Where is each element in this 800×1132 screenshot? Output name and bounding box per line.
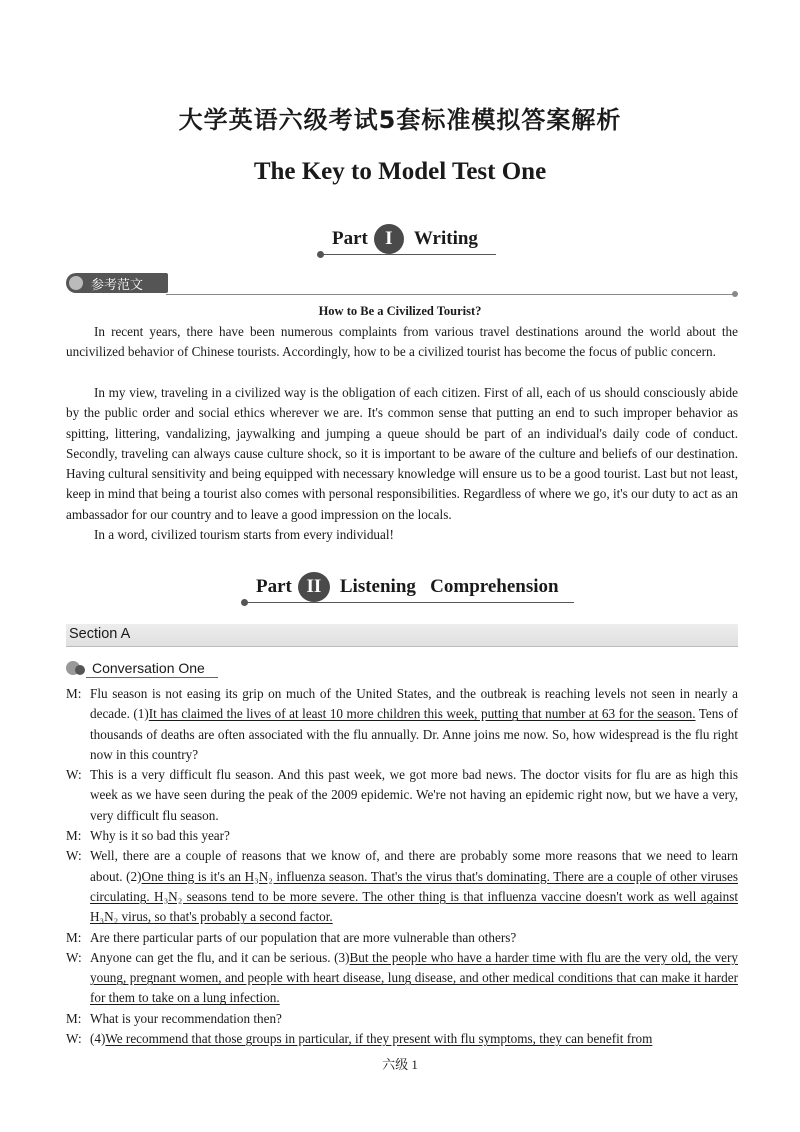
speaker-label: M:	[66, 929, 82, 945]
conversation-heading	[66, 658, 226, 678]
reference-label: 参考范文	[91, 277, 144, 293]
speaker-label: M:	[66, 686, 82, 701]
part-number-badge: II	[298, 572, 330, 602]
dialogue-text: Why is it so bad this year?	[90, 828, 230, 844]
dialogue-line	[66, 826, 738, 846]
dialogue-line	[66, 948, 738, 1009]
part-label: Part	[332, 228, 368, 249]
speaker-label: W:	[66, 1031, 82, 1047]
heading-rule	[244, 602, 574, 603]
speaker-label: W:	[66, 767, 82, 783]
dialogue-text: What is your recommendation then?	[90, 1010, 282, 1026]
reference-label-box	[66, 273, 168, 293]
bullet-inner-icon	[75, 665, 85, 675]
part-title: Writing	[413, 228, 478, 249]
dialogue-text: Are there particular parts of our population that are more vulnerable than others?	[90, 929, 517, 945]
dialogue-line	[66, 1029, 738, 1049]
dialogue	[66, 684, 738, 1049]
key-answer-text: We recommend that those groups in particular, if they present with flu symptoms, they can benefit from	[105, 1031, 653, 1047]
dialogue-line	[66, 1009, 738, 1029]
dialogue-text: (4)	[90, 1031, 106, 1047]
key-answer-text: But the people who have a harder time with flu are the very old, the very young, pregnant women, and people with heart disease, lung disease, and other medical conditions that can make it harder for them to take on a lung infection.	[90, 949, 738, 1006]
dialogue-line	[66, 684, 738, 765]
rule-end-dot	[732, 291, 738, 297]
speaker-label: M:	[66, 828, 82, 844]
speaker-label: W:	[66, 949, 82, 965]
essay-paragraph: In recent years, there have been numerous complaints from various travel destinations around the world about the uncivilized behavior of Chinese tourists. Accordingly, how to be a civilized tourist has become the focus of public concern.	[66, 324, 738, 360]
key-answer-text: It has claimed the lives of at least 10 more children this week, putting that number at 63 for the season.	[148, 706, 696, 722]
section-label: Section A	[69, 626, 131, 642]
part-two-heading	[0, 572, 800, 612]
dialogue-line	[66, 765, 738, 826]
reference-essay-bar	[66, 273, 738, 295]
dialogue-line	[66, 846, 738, 927]
conversation-rule	[86, 677, 218, 678]
part-title: Listening Comprehension	[339, 576, 559, 597]
part-one-heading	[0, 224, 800, 264]
part-number-badge: I	[374, 224, 404, 254]
essay-paragraph: In my view, traveling in a civilized way is the obligation of each citizen. First of all, each of us should consciously abide by the public order and social ethics wherever we are. It's common sense that putting an end to such improper behavior as spitting, littering, vandalizing, jaywalking and jumping a queue should be part of an individual's daily code of conduct. Secondly, traveling can always cause culture shock, so it is important to be aware of the culture and beliefs of our destination. Having cultural sensitivity and being equipped with necessary knowledge will ensure us to be a good tourist. Last but not least, keep in mind that being a tourist also comes with personal responsibilities. Regardless of where we go, it's our duty to act as an ambassador for our country and to leave a good impression on the locals.	[66, 385, 738, 522]
book-title: 大学英语六级考试5套标准模拟答案解析	[178, 106, 622, 134]
speaker-label: M:	[66, 1010, 82, 1026]
dialogue-text: Well, there are a couple of reasons that we know of, and there are probably some more reasons that we need to learn about. (2)	[90, 848, 738, 884]
dialogue-text: This is a very difficult flu season. And this past week, we got more bad news. The doctor visits for flu are as high this week as we have seen during the peak of the 2009 epidemic. We're not having an epidemic right now, but we have a very, very difficult flu season.	[90, 767, 738, 823]
essay-paragraph: In a word, civilized tourism starts from every individual!	[94, 527, 394, 542]
dialogue-text: Tens of thousands of deaths are often associated with the flu annually. Dr. Anne joins me now. So, how widespread is the flu right now in this country?	[90, 706, 738, 762]
essay-title: How to Be a Civilized Tourist?	[318, 304, 482, 318]
dialogue-text: Flu season is not easing its grip on much of the United States, and the outbreak is reaching levels not seen in nearly a decade. (1)	[90, 686, 738, 722]
page-footer: 六级 1	[382, 1057, 418, 1072]
key-answer-text: One thing is it's an H₃N₂ influenza season. That's the virus that's dominating. There are a couple of other viruses circulating. H₃N₂ seasons tend to be more severe. The other thing is that influenza vaccine doesn't work as well against H₃N₂ virus, so that's probably a second factor.	[90, 868, 738, 925]
dialogue-line	[66, 928, 738, 948]
section-a-bar	[66, 624, 738, 647]
part-label: Part	[256, 576, 292, 597]
reference-rule	[166, 294, 734, 295]
dialogue-text: Anyone can get the flu, and it can be serious. (3)	[90, 949, 350, 965]
bullet-icon	[69, 276, 83, 290]
heading-rule	[320, 254, 496, 255]
speaker-label: W:	[66, 848, 82, 864]
conversation-title: Conversation One	[92, 660, 205, 676]
test-title: The Key to Model Test One	[253, 158, 547, 185]
